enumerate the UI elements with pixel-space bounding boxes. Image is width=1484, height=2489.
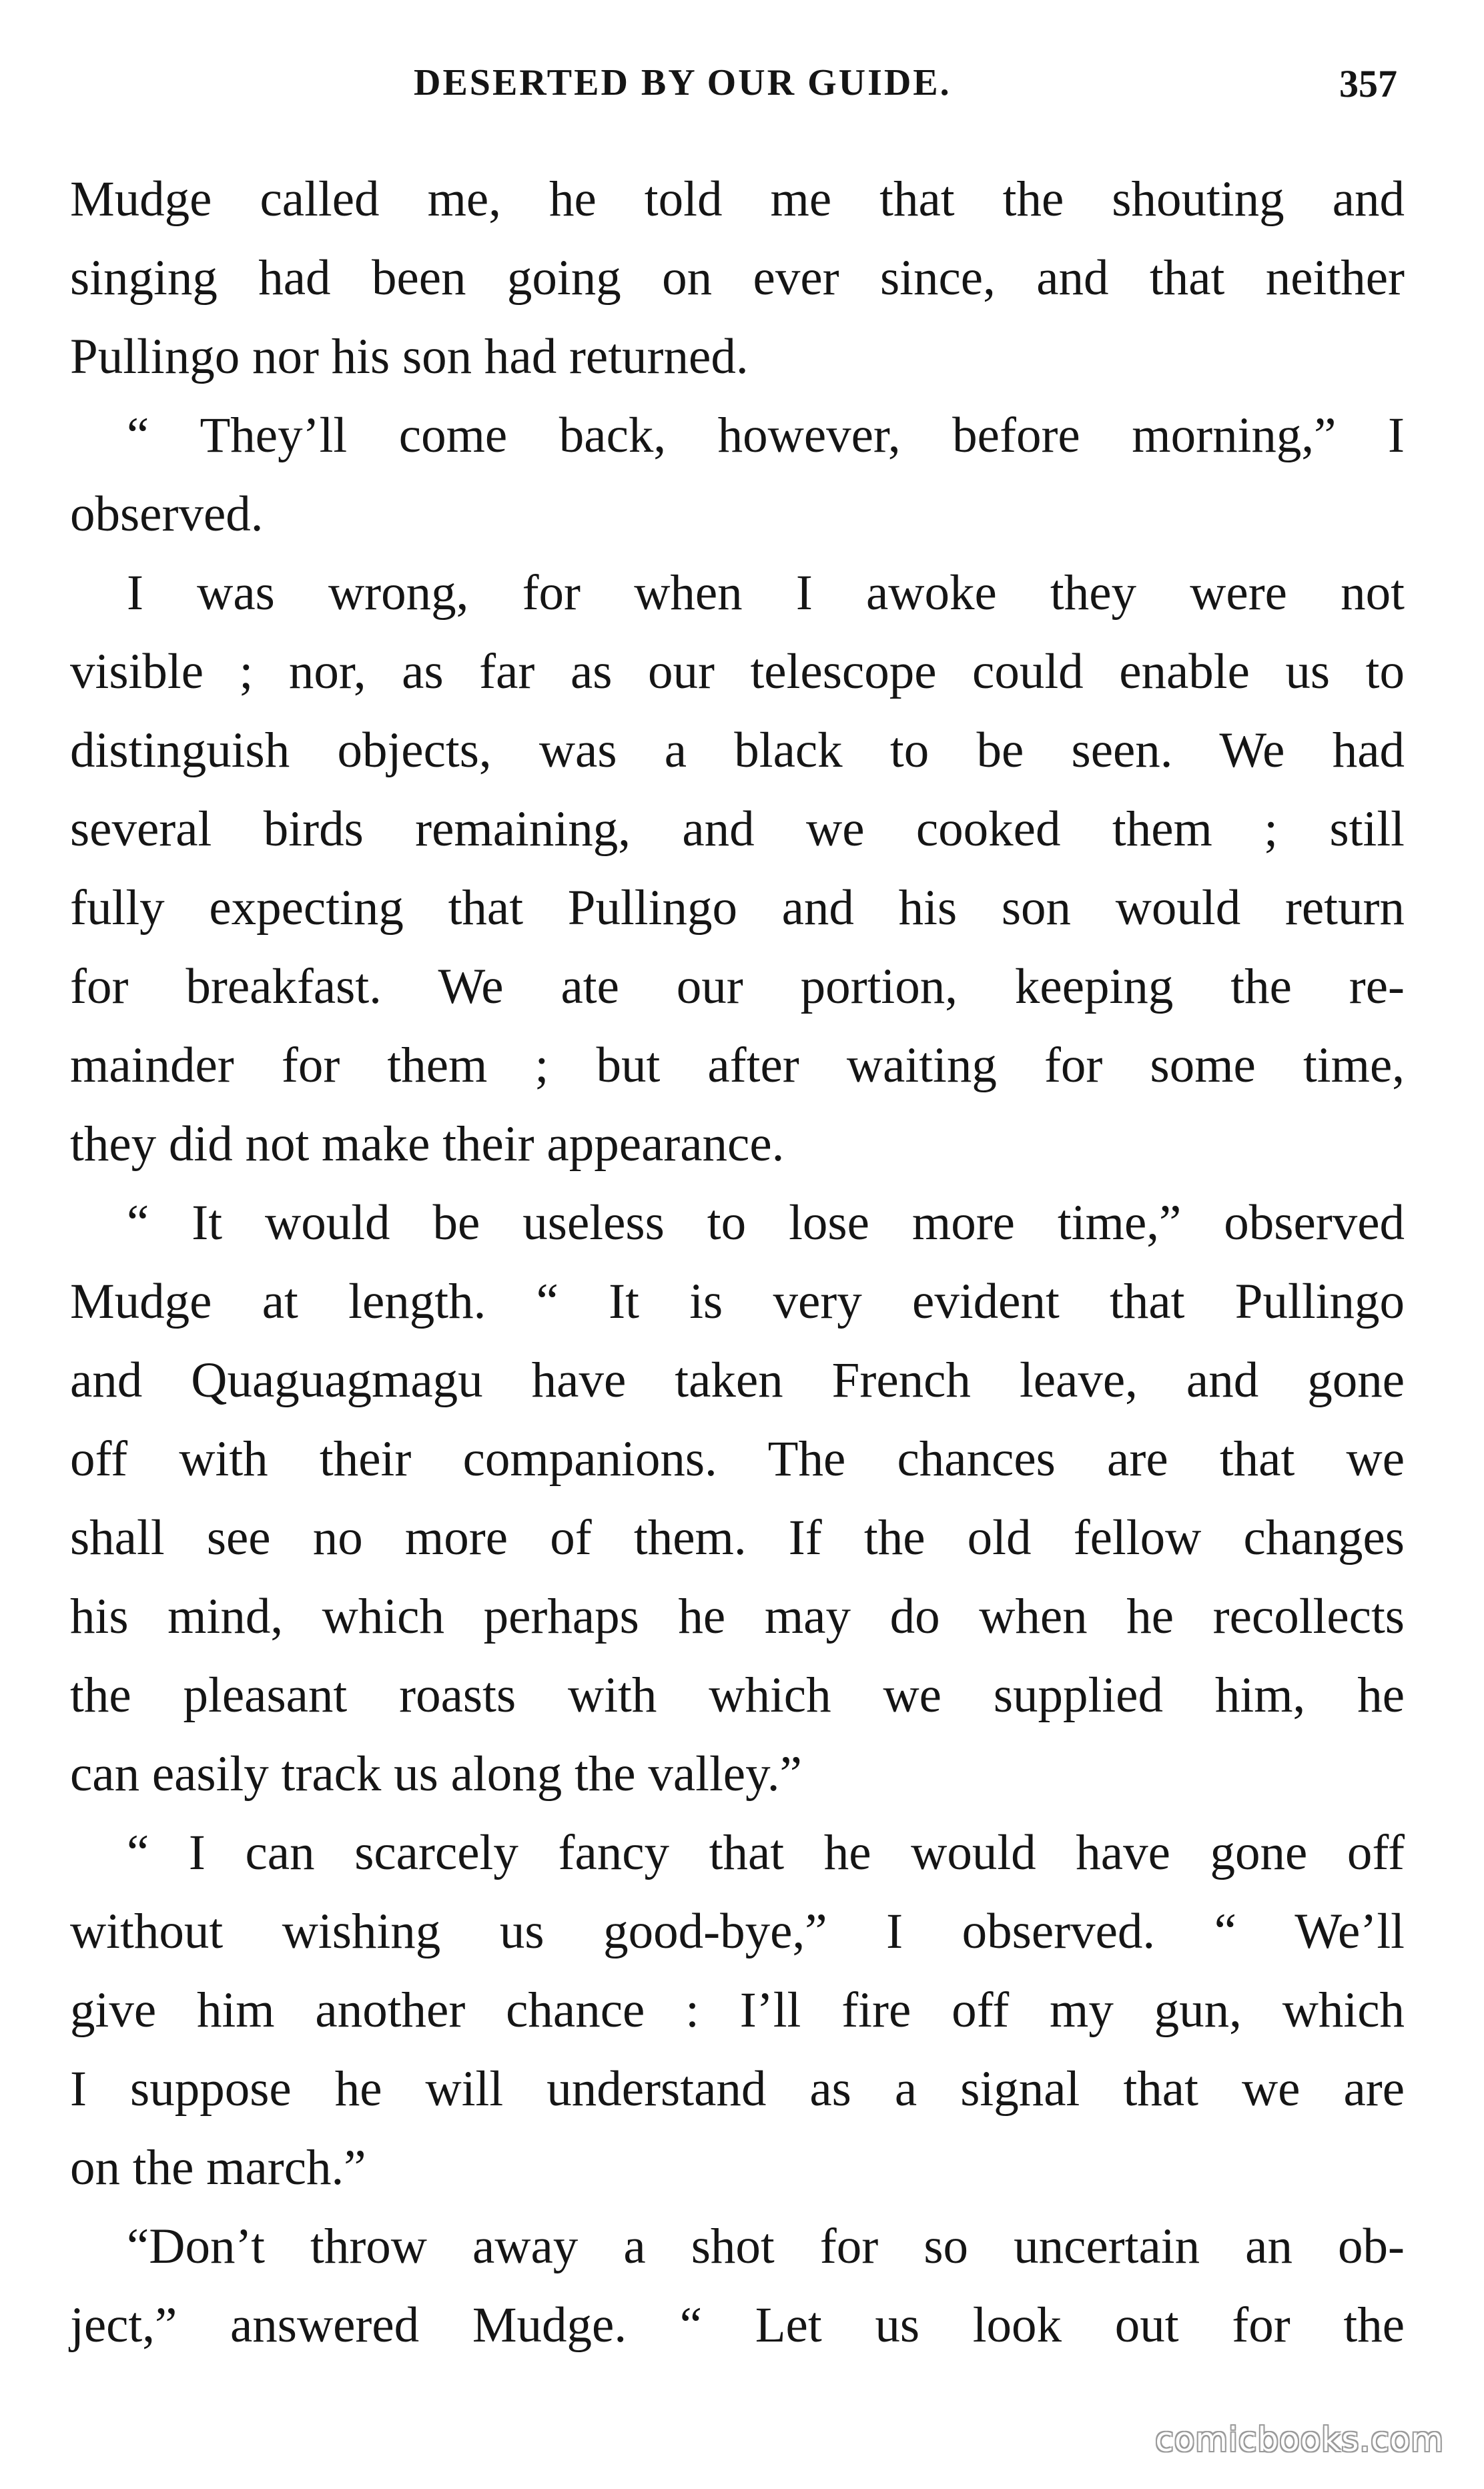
text-line: singing had been going on ever since, and that neither [70,250,1405,306]
page-number: 357 [1339,62,1397,105]
text-line: “ They’ll come back, however, before morning,” I [127,408,1405,463]
text-line: shall see no more of them. If the old fellow changes [70,1510,1405,1565]
text-line: distinguish objects, was a black to be seen. We had [70,723,1405,778]
text-line: ject,” answered Mudge. “ Let us look out for the [70,2297,1405,2353]
text-line: without wishing us good-bye,” I observed. “ We’ll [70,1904,1405,1959]
text-line: give him another chance : I’ll fire off my gun, which [70,1983,1405,2038]
text-line: and Quaguagmagu have taken French leave, and gone [70,1353,1405,1408]
text-line: the pleasant roasts with which we supplied him, he [70,1668,1405,1723]
text-line: visible ; nor, as far as our telescope could enable us to [70,644,1405,699]
text-line: on the march.” [70,2140,366,2195]
text-line: can easily track us along the valley.” [70,1746,802,1802]
text-line: “ I can scarcely fancy that he would have gone off [127,1825,1405,1880]
text-line: Pullingo nor his son had returned. [70,329,749,384]
text-line: off with their companions. The chances are that we [70,1431,1405,1487]
text-line: “Don’t throw away a shot for so uncertain an ob- [127,2219,1405,2274]
text-line: fully expecting that Pullingo and his son would return [70,880,1405,936]
text-line: observed. [70,486,264,542]
text-line: Mudge at length. “ It is very evident that Pullingo [70,1274,1405,1329]
text-line: mainder for them ; but after waiting for some time, [70,1038,1405,1093]
text-line: they did not make their appearance. [70,1116,785,1172]
running-head: DESERTED BY OUR GUIDE. [414,62,952,103]
watermark: comicbooks.com [1155,2420,1444,2459]
text-line: for breakfast. We ate our portion, keeping the re- [70,959,1405,1014]
text-line: several birds remaining, and we cooked them ; still [70,801,1405,857]
body-text [70,160,1405,2365]
text-line: I was wrong, for when I awoke they were not [127,565,1405,621]
text-line: I suppose he will understand as a signal that we are [70,2061,1405,2117]
text-line: “ It would be useless to lose more time,” observed [127,1195,1405,1251]
page-header [0,55,1484,115]
text-line: his mind, which perhaps he may do when he recollects [70,1589,1405,1644]
text-line: Mudge called me, he told me that the shouting and [70,171,1405,227]
